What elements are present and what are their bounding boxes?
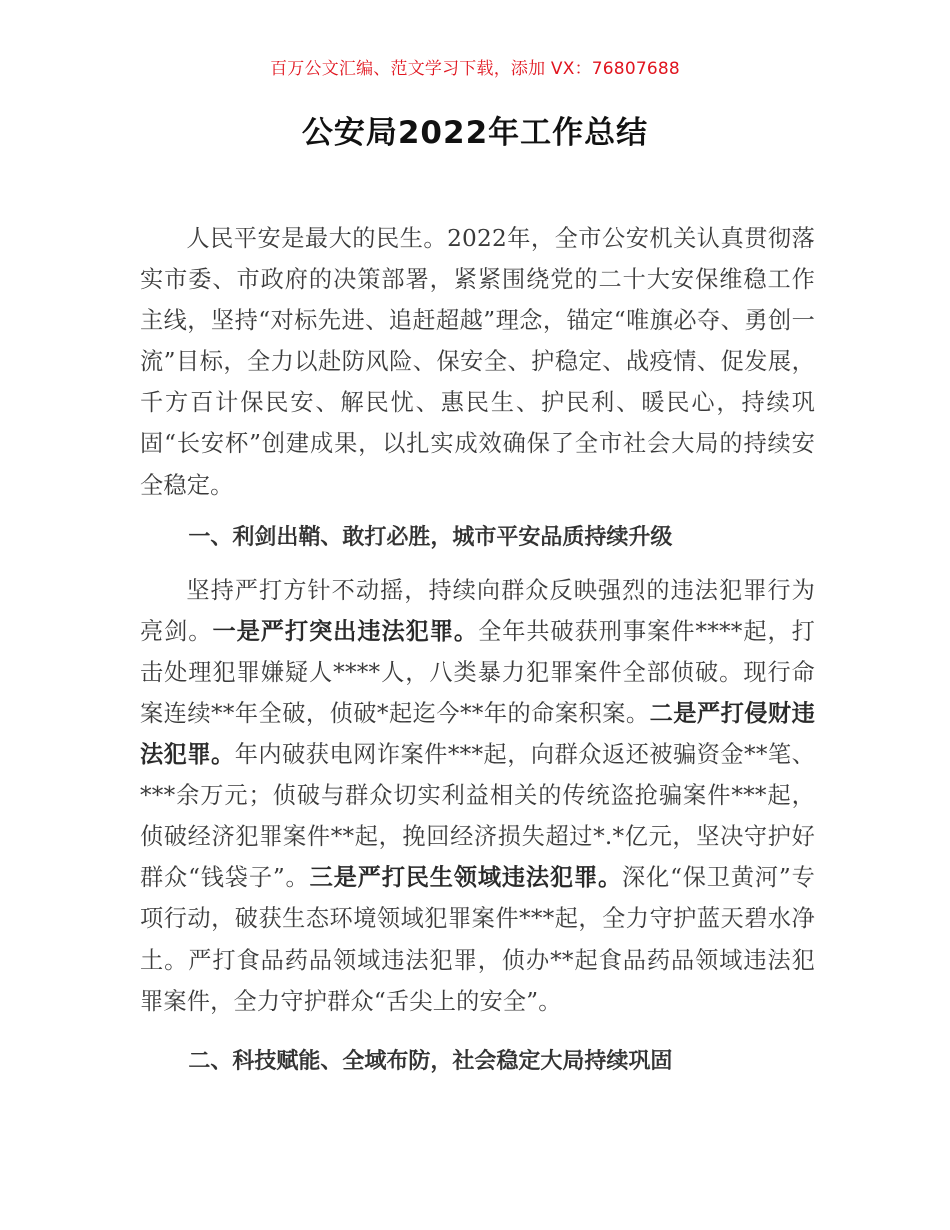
section-heading-2: 二、科技赋能、全域布防，社会稳定大局持续巩固 bbox=[188, 1048, 673, 1074]
text-segment: 全年共破获刑事案件****起，打击处理犯罪嫌疑人****人，八类暴力犯罪案件全部侦破。现行命案连续**年全破，侦破*起迄今**年的命案积案。 bbox=[140, 617, 816, 727]
section-heading-1: 一、利剑出鞘、敢打必胜，城市平安品质持续升级 bbox=[188, 524, 673, 550]
text-segment: 深化“保卫黄河”专项行动，破获生态环境领域犯罪案件***起，全力守护蓝天碧水净土。严打食品药品领域违法犯罪，侦办**起食品药品领域违法犯罪案件，全力守护群众“舌尖上的安全”。 bbox=[140, 864, 815, 1015]
document-title: 公安局2022年工作总结 bbox=[301, 115, 649, 151]
text-segment: 年内破获电网诈案件***起，向群众返还被骗资金**笔、***余万元；侦破与群众切实利益相关的传统盗抢骗案件***起，侦破经济犯罪案件**起，挽回经济损失超过*.*亿元，坚决守护好群众“钱袋子”。 bbox=[140, 741, 815, 892]
text-segment: 坚持严打方针不动摇，持续向群众反映强烈的违法犯罪行为亮剑。 bbox=[140, 576, 815, 645]
intro-paragraph: 人民平安是最大的民生。2022年，全市公安机关认真贯彻落实市委、市政府的决策部署，紧紧围绕党的二十大安保维稳工作主线，坚持“对标先进、追赶超越”理念，锚定“唯旗必夺、勇创一流”目标，全力以赴防风险、保安全、护稳定、战疫情、促发展，千方百计保民安、解民忧、惠民生、护民利、暖民心，持续巩固“长安杯”创建成果，以扎实成效确保了全市社会大局的持续安全稳定。 bbox=[140, 225, 815, 499]
document-body bbox=[140, 218, 815, 1094]
bold-key-point-2: 二是严打侵财违法犯罪。 bbox=[140, 699, 815, 769]
watermark-banner: 百万公文汇编、范文学习下载，添加 VX：76807688 bbox=[270, 59, 680, 79]
section-1-paragraph bbox=[140, 570, 815, 1022]
bold-key-point-3: 三是严打民生领域违法犯罪。 bbox=[309, 864, 623, 892]
bold-key-point-1: 一是严打突出违法犯罪。 bbox=[212, 617, 479, 645]
